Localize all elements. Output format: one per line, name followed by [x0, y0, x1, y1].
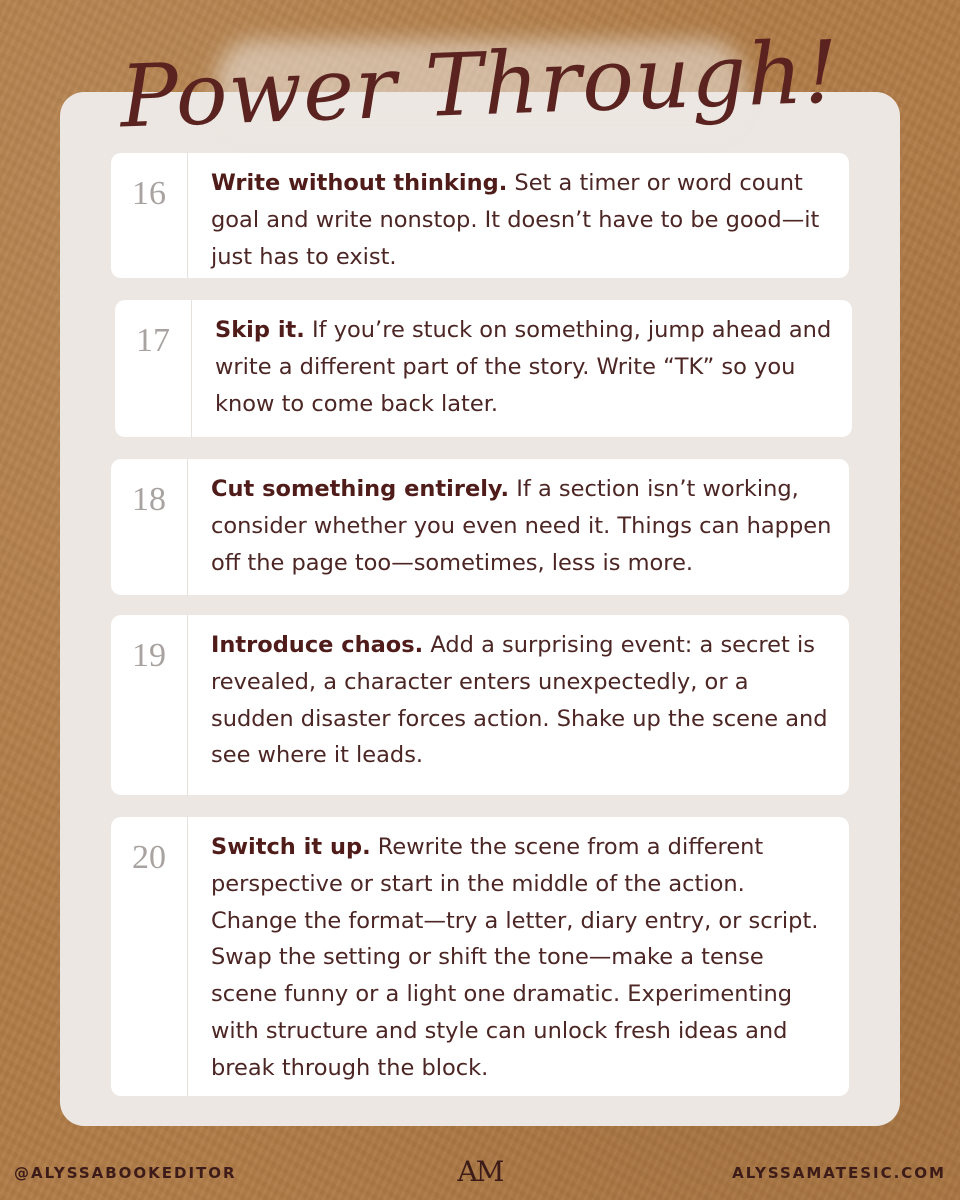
- tip-text: [211, 165, 835, 275]
- am-logo: AM: [457, 1155, 503, 1188]
- tip-body: If a section isn’t working, consider whether you even need it. Things can happen off the page too—sometimes, less is more.: [211, 476, 832, 576]
- tip-body: Rewrite the scene from a different perspective or start in the middle of the action. Change the format—try a letter, diary entry, or script. Swap the setting or shift the tone—make a tense scene funny or a light one dramatic. Experimenting with structure and style can unlock fresh ideas and break through the block.: [211, 834, 819, 1081]
- tip-body: Set a timer or word count goal and write nonstop. It doesn’t have to be good—it just has to exist.: [211, 170, 820, 270]
- page-title: Power Through!: [118, 22, 841, 148]
- tip-card-17: [115, 300, 852, 437]
- tip-number: 18: [132, 481, 166, 518]
- tip-number: 20: [132, 839, 166, 876]
- tip-text: [211, 829, 835, 1087]
- tip-number: 17: [136, 322, 170, 359]
- tip-card-20: [111, 817, 849, 1096]
- tip-heading: Cut something entirely.: [211, 476, 510, 502]
- tip-heading: Skip it.: [215, 317, 305, 343]
- tip-text: [211, 471, 835, 581]
- social-handle[interactable]: @ALYSSABOOKEDITOR: [14, 1164, 237, 1182]
- tip-text: [211, 627, 835, 774]
- card-divider: [187, 615, 188, 795]
- tip-heading: Introduce chaos.: [211, 632, 424, 658]
- tip-number: 19: [132, 637, 166, 674]
- tip-body: Add a surprising event: a secret is revealed, a character enters unexpectedly, or a sudden disaster forces action. Shake up the scene and see where it leads.: [211, 632, 828, 769]
- tip-heading: Switch it up.: [211, 834, 371, 860]
- tip-card-16: [111, 153, 849, 278]
- tip-number: 16: [132, 175, 166, 212]
- website-link[interactable]: ALYSSAMATESIC.COM: [732, 1164, 946, 1182]
- card-divider: [187, 153, 188, 278]
- tip-card-18: [111, 459, 849, 595]
- card-divider: [191, 300, 192, 437]
- card-divider: [187, 459, 188, 595]
- tip-heading: Write without thinking.: [211, 170, 508, 196]
- card-divider: [187, 817, 188, 1096]
- tip-card-19: [111, 615, 849, 795]
- tip-body: If you’re stuck on something, jump ahead and write a different part of the story. Write “TK” so you know to come back later.: [215, 317, 832, 417]
- tip-text: [215, 312, 838, 422]
